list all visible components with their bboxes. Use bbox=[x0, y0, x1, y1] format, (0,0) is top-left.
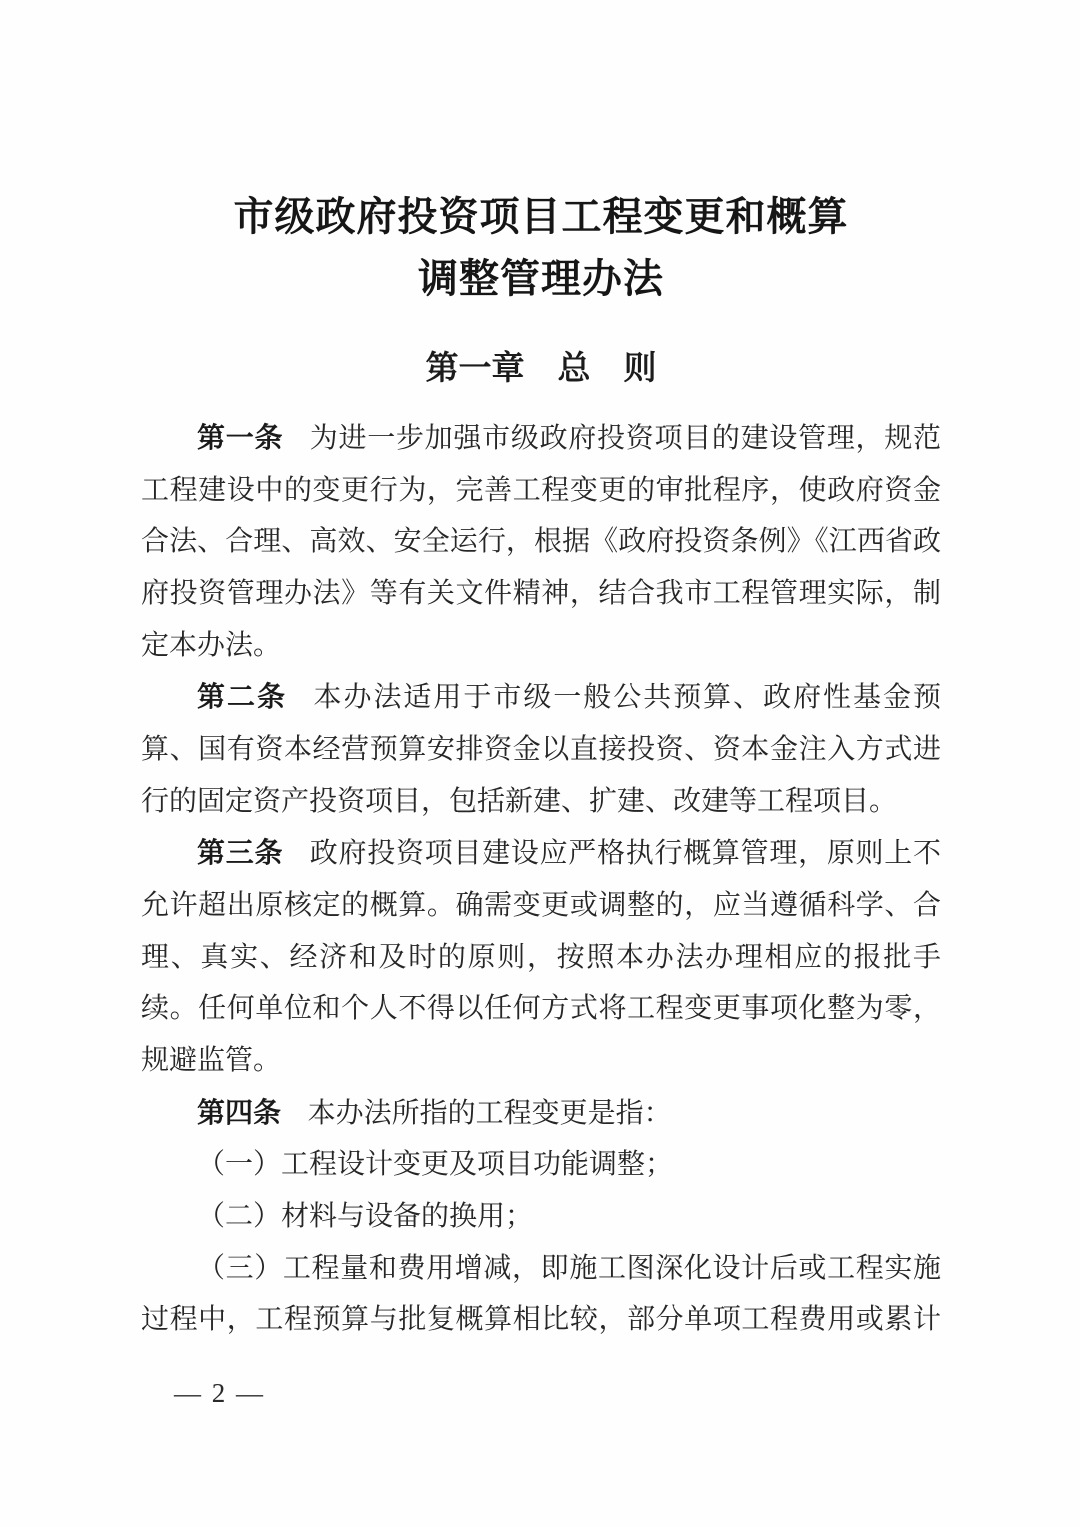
article-3 bbox=[141, 827, 941, 1086]
document-body bbox=[141, 412, 941, 1346]
article-4-item-2-text: （二）材料与设备的换用； bbox=[197, 1200, 534, 1232]
document-content bbox=[141, 0, 941, 1410]
document-title bbox=[141, 186, 941, 310]
chapter-heading: 第一章 总 则 bbox=[425, 349, 657, 386]
article-4-item-3-text: （三）工程量和费用增减，即施工图深化设计后或工程实施过程中，工程预算与批复概算相比较，部分单项工程费用或累计 bbox=[141, 1252, 941, 1336]
article-4-item-1 bbox=[141, 1139, 941, 1191]
document-title-line-1: 市级政府投资项目工程变更和概算 bbox=[233, 194, 849, 239]
article-3-text: 政府投资项目建设应严格执行概算管理，原则上不允许超出原核定的概算。确需变更或调整的，应当遵循科学、合理、真实、经济和及时的原则，按照本办法办理相应的报批手续。任何单位和个人不得以任何方式将工程变更事项化整为零，规避监管。 bbox=[141, 838, 941, 1076]
article-2-text: 本办法适用于市级一般公共预算、政府性基金预算、国有资本经营预算安排资金以直接投资、资本金注入方式进行的固定资产投资项目，包括新建、扩建、改建等工程项目。 bbox=[141, 682, 941, 817]
article-2-label: 第二条 bbox=[197, 681, 287, 713]
article-2 bbox=[141, 671, 941, 827]
document-title-line-2: 调整管理办法 bbox=[418, 256, 664, 301]
article-4-item-2 bbox=[141, 1191, 941, 1243]
article-4 bbox=[141, 1087, 941, 1140]
article-4-text: 本办法所指的工程变更是指： bbox=[307, 1097, 672, 1129]
article-4-item-3 bbox=[141, 1243, 941, 1346]
article-4-item-1-text: （一）工程设计变更及项目功能调整； bbox=[197, 1149, 674, 1181]
page-number: — 2 — bbox=[174, 1377, 265, 1408]
article-1-label: 第一条 bbox=[197, 422, 284, 453]
article-1 bbox=[141, 412, 941, 671]
article-3-label: 第三条 bbox=[197, 837, 284, 869]
article-4-label: 第四条 bbox=[197, 1096, 282, 1128]
article-1-text: 为进一步加强市级政府投资项目的建设管理，规范工程建设中的变更行为，完善工程变更的审批程序，使政府资金合法、合理、高效、安全运行，根据《政府投资条例》《江西省政府投资管理办法》等有关文件精神，结合我市工程管理实际，制定本办法。 bbox=[141, 423, 941, 661]
